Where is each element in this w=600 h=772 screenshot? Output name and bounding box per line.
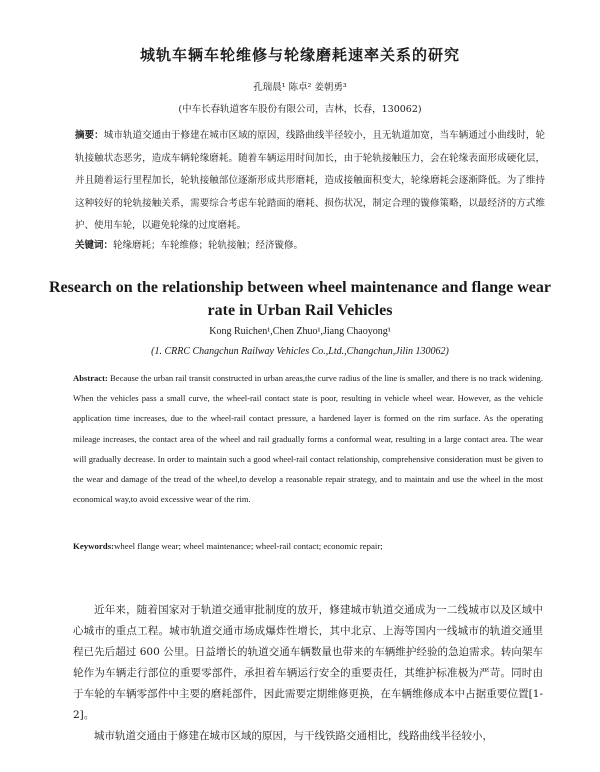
- chinese-keywords: [75, 237, 545, 251]
- english-affiliation: (1. CRRC Changchun Railway Vehicles Co.,Ltd.,Changchun,Jilin 130062): [151, 346, 449, 357]
- chinese-keywords-label: 关键词：: [75, 240, 114, 251]
- chinese-title: 城轨车辆车轮维修与轮缘磨耗速率关系的研究: [139, 46, 460, 64]
- english-keywords-label: Keywords:: [73, 541, 115, 551]
- english-keywords: [73, 541, 543, 551]
- english-authors: Kong Ruichen¹,Chen Zhuo¹,Jiang Chaoyong¹: [209, 326, 391, 337]
- english-abstract-label: Abstract:: [73, 373, 108, 383]
- english-keywords-text: wheel flange wear; wheel maintenance; wheel-rail contact; economic repair;: [114, 541, 383, 551]
- body-paragraph-1: 近年来，随着国家对于轨道交通审批制度的放开，修建城市轨道交通成为一二线城市以及区域中心城市的重点工程。城市轨道交通市场成爆炸性增长，其中北京、上海等国内一线城市的轨道交通里程已先后超过 600 公里。日益增长的轨道交通车辆数量也带来的车辆维护经验的急迫需求。转向架车轮作为车辆走行部位的重要零部件，承担着车辆运行安全的重要责任，其维护标准极为严苛。同时由于车轮的车辆零部件中主要的磨耗部件，因此需要定期维修更换，在车辆维修成本中占据重要位置[1-2]。: [73, 604, 543, 721]
- english-abstract: [73, 368, 543, 509]
- chinese-authors: 孔瑞晨¹ 陈卓² 姜朝勇³: [253, 82, 347, 93]
- chinese-affiliation: (中车长春轨道客车股份有限公司，吉林，长春，130062): [178, 104, 422, 115]
- english-abstract-text: Because the urban rail transit constructed in urban areas,the curve radius of the line is smaller, and there is no track widening. When the vehicles pass a small curve, the wheel-rail contact state is poor, resulting in vehicle wheel wear. However, as the vehicle application time increases, due to the wheel-rail contact pressure, a hardened layer is formed on the rim surface. As the operating mileage increases, the contact area of the wheel and rail gradually forms a conformal wear, resulting in a large contact area. The wear will gradually decrease. In order to maintain such a good wheel-rail contact relationship, comprehensive consideration must be given to the wear and damage of the tread of the wheel,to develop a reasonable repair strategy, and to maintain and use the wheel in the most economical way,to avoid excessive wear of the rim.: [73, 373, 543, 505]
- english-title: Research on the relationship between wheel maintenance and flange wear rate in Urban Rail Vehicles: [48, 279, 552, 319]
- chinese-keywords-text: 轮缘磨耗；车轮维修；轮轨接触；经济镟修。: [113, 240, 304, 251]
- body-text: [73, 600, 543, 747]
- chinese-abstract-text: 城市轨道交通由于修建在城市区域的原因，线路曲线半径较小，且无轨道加宽，当车辆通过小曲线时，轮轨接触状态恶劣，造成车辆轮缘磨耗。随着车辆运用时间加长，由于轮轨接触压力，会在轮缘表面形成硬化层，并且随着运行里程加长，轮轨接触部位逐渐形成共形磨耗，造成接触面积变大，轮缘磨耗会逐渐降低。为了维持这种较好的轮轨接触关系，需要综合考虑车轮踏面的磨耗、损伤状况，制定合理的镟修策略，以最经济的方式维护、使用车轮，以避免轮缘的过度磨耗。: [75, 130, 545, 232]
- chinese-abstract: [75, 125, 545, 238]
- chinese-abstract-label: 摘要：: [75, 130, 104, 141]
- body-paragraph-2: 城市轨道交通由于修建在城市区域的原因，与干线铁路交通相比，线路曲线半径较小，: [94, 730, 493, 742]
